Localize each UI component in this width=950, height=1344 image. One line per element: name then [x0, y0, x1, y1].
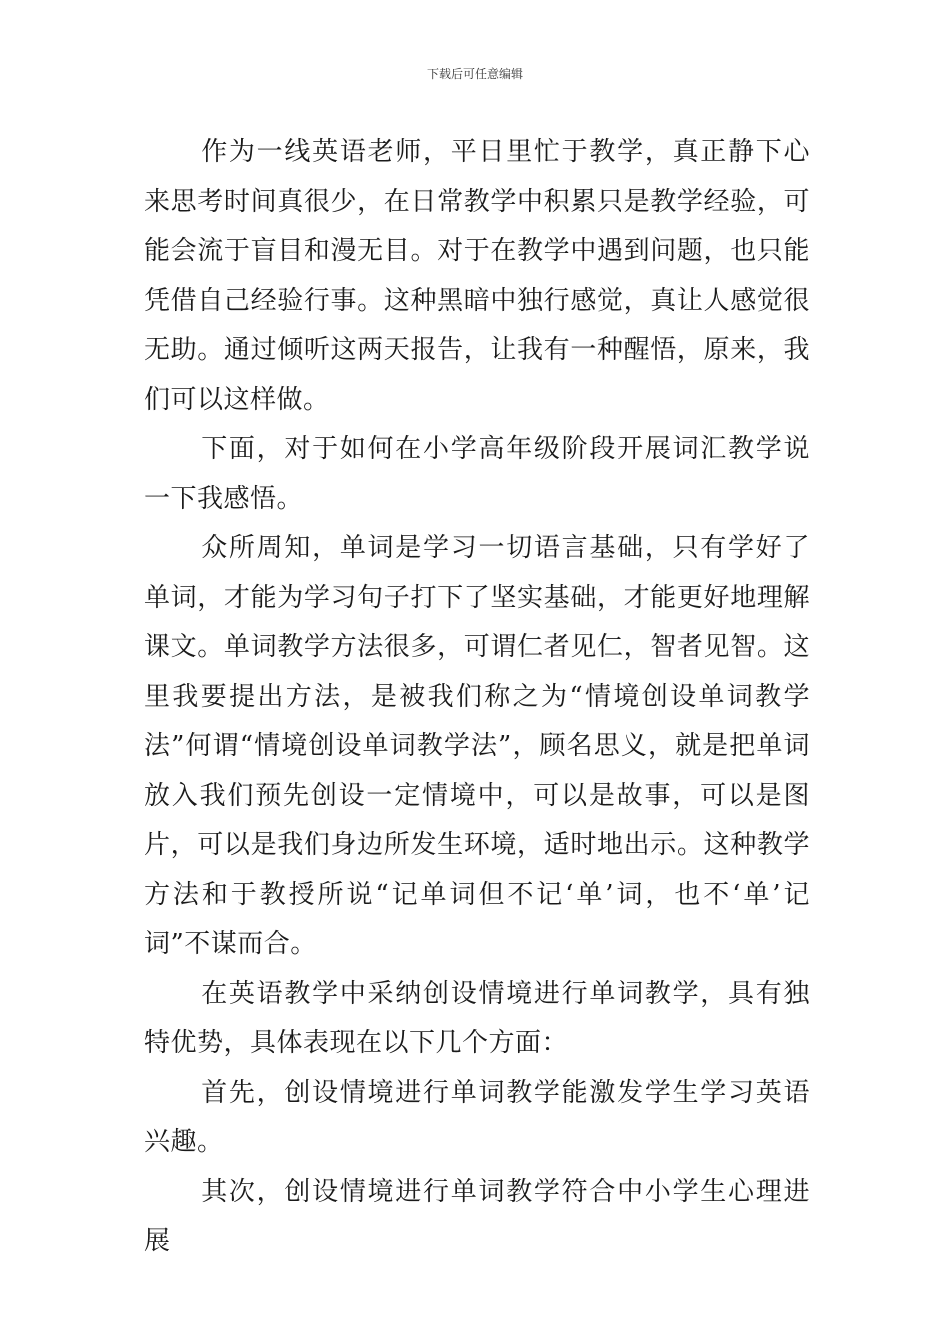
paragraph-advantages: 在英语教学中采纳创设情境进行单词教学，具有独特优势，具体表现在以下几个方面： [144, 978, 810, 1058]
document-body [144, 128, 810, 1267]
paragraph-intro: 下面，对于如何在小学高年级阶段开展词汇教学说一下我感悟。 [144, 434, 810, 514]
paragraph-method: 众所周知，单词是学习一切语言基础，只有学好了单词，才能为学习句子打下了坚实基础，才能更好地理解课文。单词教学方法很多，可谓仁者见仁，智者见智。这里我要提出方法，是被我们称之为“情境创设单词教学法”何谓“情境创设单词教学法”，顾名思义，就是把单词放入我们预先创设一定情境中，可以是故事，可以是图片，可以是我们身边所发生环境，适时地出示。这种教学方法和于教授所说“记单词但不记‘单’词，也不‘单’记词”不谋而合。 [144, 533, 810, 959]
page-header-note: 下载后可任意编辑 [426, 67, 523, 81]
paragraph-second-point: 其次，创设情境进行单词教学符合中小学生心理进展 [144, 1176, 810, 1256]
paragraph-first-point: 首先，创设情境进行单词教学能激发学生学习英语兴趣。 [144, 1077, 810, 1157]
paragraph-reflection: 作为一线英语老师，平日里忙于教学，真正静下心来思考时间真很少，在日常教学中积累只是教学经验，可能会流于盲目和漫无目。对于在教学中遇到问题，也只能凭借自己经验行事。这种黑暗中独行感觉，真让人感觉很无助。通过倾听这两天报告，让我有一种醒悟，原来，我们可以这样做。 [144, 137, 810, 415]
